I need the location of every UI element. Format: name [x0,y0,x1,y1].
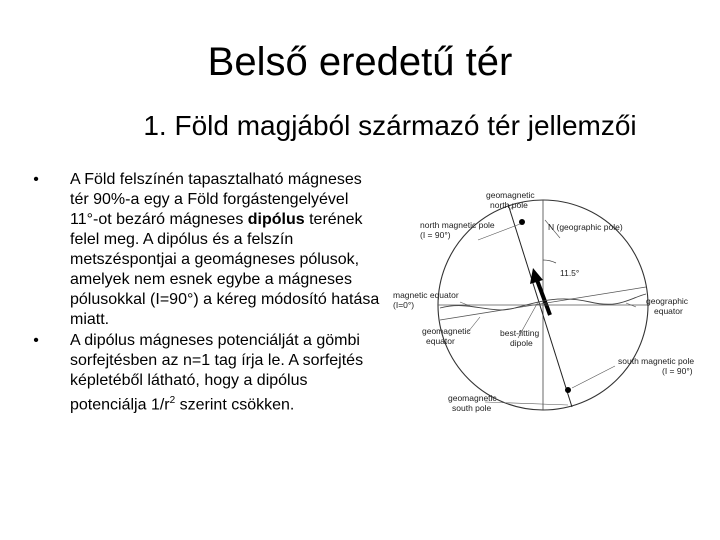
label-geomagnetic-equator-2: equator [426,336,455,346]
bullet-item-dipole [30,170,380,330]
dipole-arrow-head [530,268,543,284]
label-south-magnetic-pole-2: (I = 90°) [662,366,693,376]
bullet-superscript: 2 [169,395,176,406]
label-magnetic-equator: magnetic equator [393,290,459,300]
label-geomagnetic-south-pole: geomagnetic [448,393,497,403]
label-geographic-equator: geographic [646,296,689,306]
bullet-text-start: A dipólus mágneses potenciálját a gömbi sorfejtésben az n=1 tag írja le. A sorfejtés képletéből látható, hogy a dipólus potenciálja 1/r [70,332,364,414]
slide-title: Belső eredetű tér [207,40,513,84]
bullet-text-end: szerint csökken. [175,396,295,414]
label-north-magnetic-pole-2: (I = 90°) [420,230,451,240]
label-best-fitting-dipole-2: dipole [510,338,533,348]
label-magnetic-equator-2: (I=0°) [393,300,415,310]
label-angle: 11.5° [560,268,580,278]
label-n-geographic-pole: N (geographic pole) [548,222,623,232]
earth-dipole-diagram [390,190,710,520]
slide-subtitle: 1. Föld magjából származó tér jellemzői [143,110,637,141]
bullet-text-end: terének felel meg. A dipólus és a felszín metszéspontjai a geomágneses pólusok, amelyek nem esnek egybe a mágneses pólusokkal (I=90°) a kéreg módosító hatása miatt. [70,211,380,328]
label-geomagnetic-north-pole: geomagnetic [486,190,535,200]
leader-line [572,366,615,388]
bullet-marker: • [33,171,39,188]
label-geomagnetic-north-pole-2: north pole [490,200,528,210]
label-south-magnetic-pole: south magnetic pole [618,356,695,366]
label-geomagnetic-equator: geomagnetic [422,326,471,336]
label-geographic-equator-2: equator [654,306,683,316]
bullet-bold-word: dipólus [247,211,305,228]
bullet-marker: • [33,332,39,349]
south-magnetic-pole-marker [565,387,571,393]
label-geomagnetic-south-pole-2: south pole [452,403,492,413]
angle-arc [543,260,556,263]
geomagnetic-axis [508,204,572,407]
bullet-text-start: A Föld felszínén tapasztalható mágneses tér 90%-a egy a Föld forgástengelyével 11°-ot bezáró mágneses [70,171,362,228]
label-best-fitting-dipole: best-fitting [500,328,540,338]
label-north-magnetic-pole: north magnetic pole [420,220,495,230]
dipole-arrow-shaft [537,280,550,315]
leader-line [485,402,568,405]
bullet-item-potential [30,331,380,415]
bullet-list [30,170,380,416]
